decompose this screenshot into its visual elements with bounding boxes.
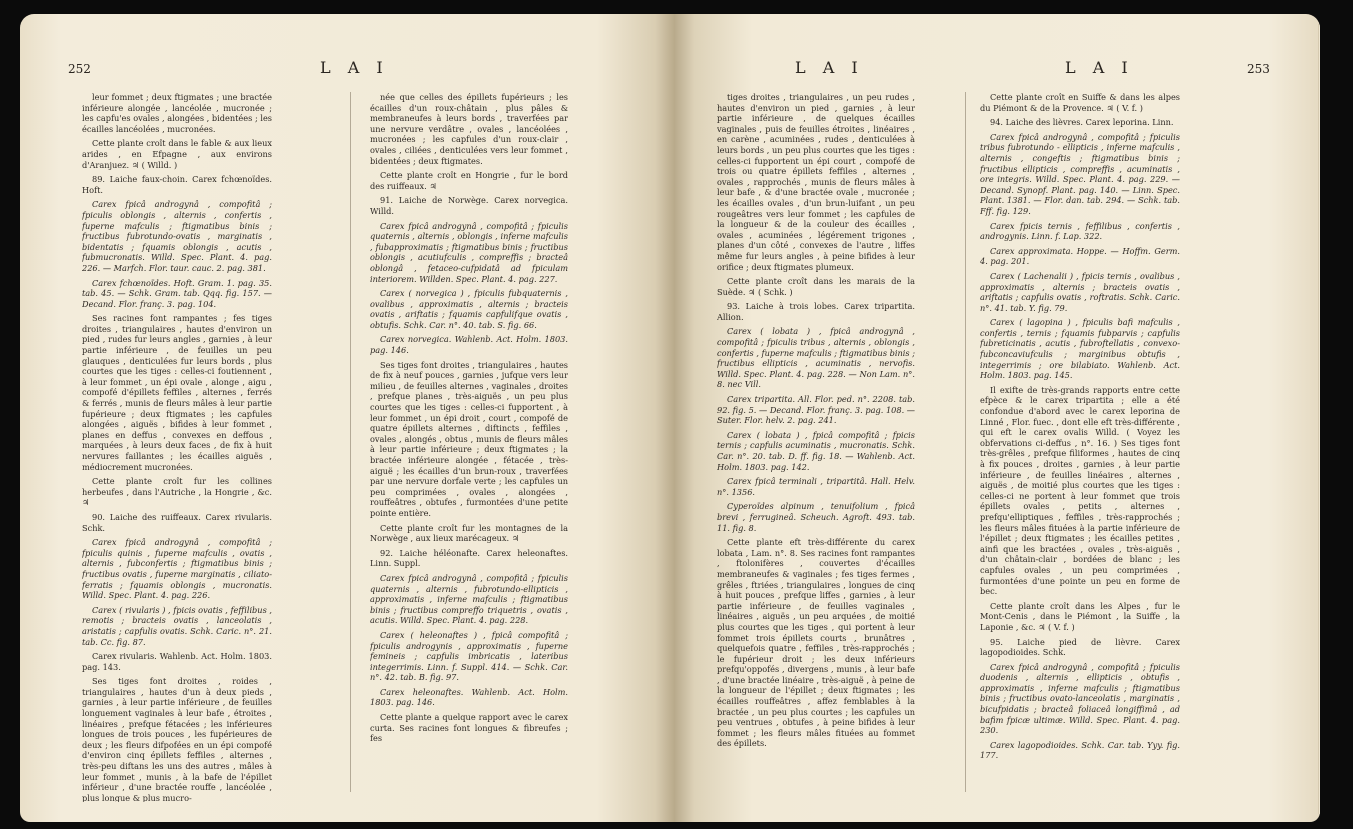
entry-heading: 93. Laiche à trois lobes. Carex tripartita. Allion. — [717, 301, 915, 322]
paragraph: Cette plante croît en Hongrie , fur le bord des ruiffeaux. ♃ — [370, 170, 568, 191]
paragraph: née que celles des épillets fupérieurs ; les écailles d'un roux-châtain , plus pâles & membraneufes à leurs bords , traverfées par une nervure verdâtre , ovales , lancéolées , mucronées ; les capfules d'un roux-clair , ovales , ciliées , denticulées vers leur fommet , bidentées ; deux ftigmates. — [370, 92, 568, 166]
paragraph: Cette plante eft très-différente du carex lobata , Lam. n°. 8. Ses racines font rampantes , ftolonifères , couvertes d'écailles membraneufes & vaginales ; fes tiges fermes , grêles , ftriées , triangulaires , longues de cinq à huit pouces , prefque liffes , garnies , à leur partie inférieure , de feuilles vaginales , linéaires , aiguës , un peu arquées , de moitié plus courtes que les tiges , qui portent à leur fommet trois épillets courts , brunâtres , quelquefois quatre , feffiles , très-rapprochés ; le fupérieur droit ; les deux inférieurs prefqu'oppofés , divergens , munis , à leur bafe , d'une bractée linéaire , très-aiguë , à peine de la longueur de l'épillet ; deux ftigmates ; les écailles rouffeâtres , affez femblables à la bractée , un peu plus courtes ; les capfules un peu ventrues , obtufes , à peine bifides à leur fommet ; les fleurs mâles fituées au fommet des épillets. — [717, 537, 915, 749]
latin-description: Carex fpicâ androgynâ , compofitâ ; fpiculis quaternis , alternis , fubrotundo-ellipticis , approximatis , inferne mafculis ; ftigmatibus binis ; fructibus compreffo triquetris , ovatis , acutis. Willd. Spec. Plant. 4. pag. 228. — [370, 572, 568, 626]
right-column-2 — [980, 92, 1180, 802]
entry-heading: 92. Laiche héléonafte. Carex heleonaftes. Linn. Suppl. — [370, 547, 568, 569]
latin-description: Carex fpicâ terminali , tripartitâ. Hall. Helv. n°. 1356. — [717, 476, 915, 497]
paragraph: Il exifte de très-grands rapports entre cette efpèce & le carex tripartita ; elle a été confondue d'abord avec le carex leporina de Linné , Flor. fuec. , dont elle eft très-différente , qui eft le carex ovalis Willd. ( Voyez les obfervations ci-deffus , n°. 16. ) Ses tiges font très-grêles , prefque filiformes , hautes de cinq à fix pouces , droites , garnies , à leur partie inférieure , de feuilles linéaires , alternes , aiguës , de moitié plus courtes que les tiges : celles-ci ne portent à leur fommet que trois épillets ovales , petits , alternes , prefqu'elliptiques , feffiles , très-rapprochés ; les fleurs mâles fituées à la partie inférieure de l'épillet ; deux ftigmates ; les écailles petites , ainfi que les bractées , ovales , très-aiguës , d'un châtain-clair , bordées de blanc ; les capfules ovales , un peu comprimées , furmontées d'une pointe un peu en forme de bec. — [980, 384, 1180, 597]
latin-description: Carex fpicâ androgynâ , compofitâ ; fpiculis quaternis , alternis , oblongis , inferne mafculis , fubapproximatis ; ftigmatibus binis ; fructibus oblongis , acutiufculis , compreffis ; bracteâ oblongâ , fetaceo-cufpidatâ ad fpiculam interiorem. Willden. Spec. Plant. 4. pag. 227. — [370, 220, 568, 284]
column-divider — [350, 92, 351, 792]
paragraph: Cette plante croît fur les collines herbeufes , dans l'Autriche , la Hongrie , &c. ♃ — [82, 476, 272, 508]
paragraph: Ses tiges font droites , triangulaires , hautes de fix à neuf pouces , garnies , jufque vers leur milieu , de feuilles alternes , vaginales , droites , prefque planes , très-aiguës , un peu plus courtes que les tiges : celles-ci fupportent , à leur fommet , un épi droit , court , compofé de quatre épillets alternes , diftincts , feffiles , ovales , alongés , obtus , munis de fleurs mâles à leur partie inférieure ; deux ftigmates ; la bractée inférieure alongée , fétacée , très-aiguë ; les écailles d'un brun-roux , traverfées par une nervure dorfale verte ; les capfules un peu comprimées , ovales , alongées , rouffeâtres , obtufes , furmontées d'une petite pointe entière. — [370, 359, 568, 518]
latin-description: Carex norvegica. Wahlenb. Act. Holm. 1803. pag. 146. — [370, 334, 568, 356]
latin-description: Carex approximata. Hoppe. — Hoffm. Germ. 4. pag. 201. — [980, 245, 1180, 267]
latin-description: Carex ( lobata ) , fpicâ compofitâ ; fpicis ternis ; capfulis acuminatis , mucronatis. Schk. Car. n°. 20. tab. D. ff. fig. 18. — Wahlenb. Act. Holm. 1803. pag. 142. — [717, 429, 915, 472]
paragraph: tiges droites , triangulaires , un peu rudes , hautes d'environ un pied , garnies , à leur partie inférieure , de quelques écailles vaginales , puis de feuilles étroites , linéaires , en carène , acuminées , rudes , denticulées à leurs bords , un peu plus courtes que les tiges : celles-ci fupportent un épi court , compofé de trois ou quatre épillets feffiles , alternes , ovales , rapprochés , munis de fleurs mâles à leur bafe , & d'une bractée ovale , mucronée ; les écailles ovales , d'un brun-luifant , un peu rougeâtres vers leur fommet ; les capfules de la longueur & de la couleur des écailles , ovales , acuminées , légérement trigones , planes d'un côté , convexes de l'autre , liffes même fur leurs angles , à peine bifides à leur orifice ; deux ftigmates plumeux. — [717, 92, 915, 272]
entry-heading: 90. Laiche des ruiffeaux. Carex rivularis. Schk. — [82, 511, 272, 533]
page-number-right: 253 — [1247, 62, 1270, 76]
latin-description: Carex ( lobata ) , fpicâ androgynâ , compofitâ ; fpiculis tribus , alternis , oblongis , confertis , fuperne mafculis ; ftigmatibus binis ; fructibus ellipticis , acuminatis , nervofis. Willd. Spec. Plant. 4. pag. 228. — Non Lam. n°. 8. nec Vill. — [717, 326, 915, 390]
paragraph: Cette plante croît dans les marais de la Suède. ♃ ( Schk. ) — [717, 276, 915, 297]
paragraph: Cette plante croît dans le fable & aux lieux arides , en Efpagne , aux environs d'Aranjuez. ♃ ( Willd. ) — [82, 138, 272, 170]
right-column-1 — [717, 92, 915, 802]
entry-heading: 91. Laiche de Norwège. Carex norvegica. Willd. — [370, 195, 568, 216]
column-divider — [965, 92, 966, 792]
latin-description: Carex fpicâ androgynâ , compofitâ ; fpiculis tribus fubrotundo - ellipticis , inferne mafculis , alternis , congeftis ; ftigmatibus binis ; fructibus ellipticis , compreffis , acuminatis , ore integris. Willd. Spec. Plant. 4. pag. 229. — Decand. Synopf. Plant. pag. 140. — Linn. Spec. Plant. 1381. — Flor. dan. tab. 294. — Schk. tab. Fff. fig. 129. — [980, 131, 1180, 216]
latin-description: Carex heleonaftes. Wahlenb. Act. Holm. 1803. pag. 146. — [370, 686, 568, 708]
paragraph: Cette plante croît en Suiffe & dans les alpes du Piémont & de la Provence. ♃ ( V. f. ) — [980, 92, 1180, 113]
paragraph: Cette plante croît dans les Alpes , fur le Mont-Cenis , dans le Piémont , la Suiffe , la Laponie , &c. ♃ ( V. f. ) — [980, 600, 1180, 632]
latin-description: Carex fpicis ternis , feffilibus , confertis , androgynis. Linn. f. Lap. 322. — [980, 220, 1180, 242]
left-column-1 — [82, 92, 272, 802]
latin-description: Carex ( rivularis ) , fpicis ovatis , feffilibus , remotis ; bracteis ovatis , lanceolatis , aristatis ; capfulis ovatis. Schk. Caric. n°. 21. tab. Cc. fig. 87. — [82, 604, 272, 647]
running-head-right-2: L A I — [1065, 58, 1134, 77]
latin-description: Carex fchœnoïdes. Hoft. Gram. 1. pag. 35. tab. 45. — Schk. Gram. tab. Qqq. fig. 157. — Decand. Flor. franç. 3. pag. 104. — [82, 277, 272, 309]
entry-heading: 94. Laiche des lièvres. Carex leporina. Linn. — [990, 117, 1174, 128]
paragraph: Cette plante a quelque rapport avec le carex curta. Ses racines font longues & fibreufes ; fes — [370, 712, 568, 744]
paragraph: Cette plante croît fur les montagnes de la Norwège , aux lieux marécageux. ♃ — [370, 522, 568, 544]
running-head-right: L A I — [795, 58, 864, 77]
latin-description: Carex fpicâ androgynâ , compofitâ ; fpiculis quinis , fuperne mafculis , ovatis , alternis , fubconfertis ; ftigmatibus binis ; fructibus ovatis , fuperne marginatis , ciliato-ferratis ; fquamis oblongis , mucronatis. Willd. Spec. Plant. 4. pag. 226. — [82, 537, 272, 601]
left-column-2 — [370, 92, 568, 802]
latin-description: Carex fpicâ androgynâ , compofitâ ; fpiculis oblongis , alternis , confertis , fuperne mafculis ; ftigmatibus binis ; fructibus fubrotundo-ovatis , marginatis , bidentatis ; fquamis oblongis , acutis , fubmucronatis. Willd. Spec. Plant. 4. pag. 226. — Marfch. Flor. taur. cauc. 2. pag. 381. — [82, 199, 272, 273]
right-page — [675, 14, 1320, 822]
entry-heading: 95. Laiche pied de lièvre. Carex lagopodioides. Schk. — [980, 636, 1180, 658]
latin-description: Carex ( norvegica ) , fpiculis fubquaternis , ovalibus , approximatis , alternis ; bracteis ovatis , ariftatis ; fquamis capfulifque ovatis , obtufis. Schk. Car. n°. 40. tab. S. fig. 66. — [370, 288, 568, 330]
latin-description: Carex ( Lachenalii ) , fpicis ternis , ovalibus , approximatis , alternis ; bracteis ovatis , ariftatis ; capfulis ovatis , roftratis. Schk. Caric. n°. 41. tab. Y. fig. 79. — [980, 270, 1180, 313]
latin-description: Carex ( lagopina ) , fpiculis bafi mafculis , confertis , ternis ; fquamis fubparvis ; capfulis fubreticinatis , acutis , fubroftellatis , convexo-fubconcaviufculis ; marginibus obtufis , integerrimis ; ore bilabiato. Wahlenb. Act. Holm. 1803. pag. 145. — [980, 317, 1180, 381]
paragraph: leur fommet ; deux ftigmates ; une bractée inférieure alongée , lancéolée , mucronée ; les capfu'es ovales , alongées , bidentées ; les écailles lancéolées , mucronées. — [82, 92, 272, 134]
page-block-edge — [1318, 24, 1320, 814]
paragraph: Ses tiges font droites , roides , triangulaires , hautes d'un à deux pieds , garnies , à leur partie inférieure , de feuilles longuement vaginales à leur bafe , étroites , linéaires , prefque fétacées ; les inférieures longues de trois pouces , les fupérieures de deux ; les fleurs difpofées en un épi compofé d'environ cinq épillets feffiles , alternes , très-peu diftans les uns des autres , mâles à leur fommet , munis , à la bafe de l'épillet inférieur , d'une bractée rouffe , lancéolée , plus longue & plus mucro- — [82, 676, 272, 802]
latin-description: Cyperoïdes alpinum , tenuifolium , fpicâ brevi , ferrugineâ. Scheuch. Agroft. 493. tab. 11. fig. 8. — [717, 501, 915, 533]
latin-description: Carex tripartita. All. Flor. ped. n°. 2208. tab. 92. fig. 5. — Decand. Flor. franç. 3. pag. 108. — Suter. Flor. helv. 2. pag. 241. — [717, 394, 915, 426]
latin-description: Carex fpicâ androgynâ , compofitâ ; fpiculis duodenis , alternis , ellipticis , obtufis , approximatis , inferne mafculis ; ftigmatibus binis ; fructibus ovato-lanceolatis , marginatis , bicufpidatis ; bracteâ foliaceâ longiffimâ , ad bafim fpicæ ultimæ. Willd. Spec. Plant. 4. pag. 230. — [980, 661, 1180, 736]
running-head-left: L A I — [320, 58, 389, 77]
book-spread — [20, 14, 1320, 822]
entry-heading: 89. Laiche faux-choin. Carex fchœnoïdes. Hoft. — [82, 174, 272, 195]
paragraph: Carex rivularis. Wahlenb. Act. Holm. 1803. pag. 143. — [82, 651, 272, 672]
page-number-left: 252 — [68, 62, 91, 76]
latin-description: Carex ( heleonaftes ) , fpicâ compofitâ ; fpiculis androgynis , approximatis , fuperne femineis ; capfulis imbricatis , lateribus integerrimis. Linn. f. Suppl. 414. — Schk. Car. n°. 42. tab. B. fig. 97. — [370, 629, 568, 683]
latin-description: Carex lagopodioides. Schk. Car. tab. Yyy. fig. 177. — [980, 739, 1180, 761]
paragraph: Ses racines font rampantes ; fes tiges droites , triangulaires , hautes d'environ un pied , rudes fur leurs angles , garnies , à leur partie inférieure , de feuilles un peu glauques , denticulées fur leurs bords , plus courtes que les tiges : celles-ci foutiennent , à leur fommet , un épi ovale , alonge , aigu , compofé d'épillets feffiles , alternes , ferrés & ferrés , munis de fleurs mâles à leur partie fupérieure ; deux ftigmates ; les capfules alongées , aiguës , bifides à leur fommet , planes en deffus , convexes en deffous , marquées , à leurs deux faces , de fix à huit nervures faillantes ; les écailles aiguës , médiocrement mucronées. — [82, 313, 272, 472]
left-page — [20, 14, 675, 822]
